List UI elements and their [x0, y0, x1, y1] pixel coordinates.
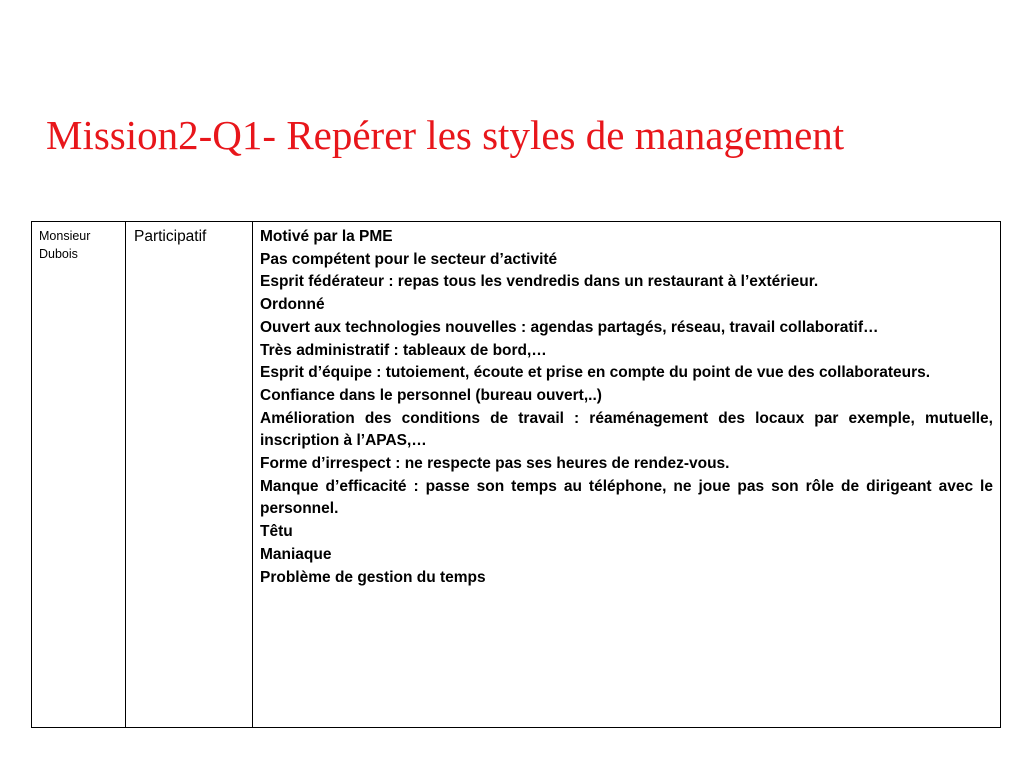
description-item: Ordonné: [260, 296, 325, 314]
management-style-label: Participatif: [134, 228, 207, 245]
description-item: Maniaque: [260, 545, 332, 563]
description-item: Amélioration des conditions de travail : réaménagement des locaux par exemple, mutuelle, inscription à l’APAS,…: [260, 409, 993, 450]
description-item: Esprit d’équipe : tutoiement, écoute et prise en compte du point de vue des collaborateurs.: [260, 364, 931, 382]
person-cell: [32, 222, 126, 728]
management-styles-table: [31, 221, 1001, 728]
description-item: Motivé par la PME: [260, 228, 393, 245]
description-item: Têtu: [260, 523, 293, 541]
description-item: Pas compétent pour le secteur d’activité: [260, 250, 558, 268]
description-item: Confiance dans le personnel (bureau ouvert,..): [260, 386, 602, 404]
description-item: Forme d’irrespect : ne respecte pas ses heures de rendez-vous.: [260, 455, 730, 473]
management-style-cell: [126, 222, 253, 728]
description-item: Très administratif : tableaux de bord,…: [260, 341, 547, 359]
slide-title: Mission2-Q1- Repérer les styles de management: [46, 112, 845, 158]
person-name-line-1: Monsieur: [39, 229, 91, 243]
person-name-line-2: Dubois: [39, 247, 78, 261]
description-item: Problème de gestion du temps: [260, 568, 486, 586]
description-item: Ouvert aux technologies nouvelles : agendas partagés, réseau, travail collaboratif…: [260, 318, 879, 336]
description-list: [260, 226, 993, 589]
description-cell: [253, 222, 1001, 728]
description-item: Esprit fédérateur : repas tous les vendredis dans un restaurant à l’extérieur.: [260, 273, 819, 291]
table-row: [32, 222, 1001, 728]
description-item: Manque d’efficacité : passe son temps au téléphone, ne joue pas son rôle de dirigeant avec le personnel.: [260, 477, 993, 518]
